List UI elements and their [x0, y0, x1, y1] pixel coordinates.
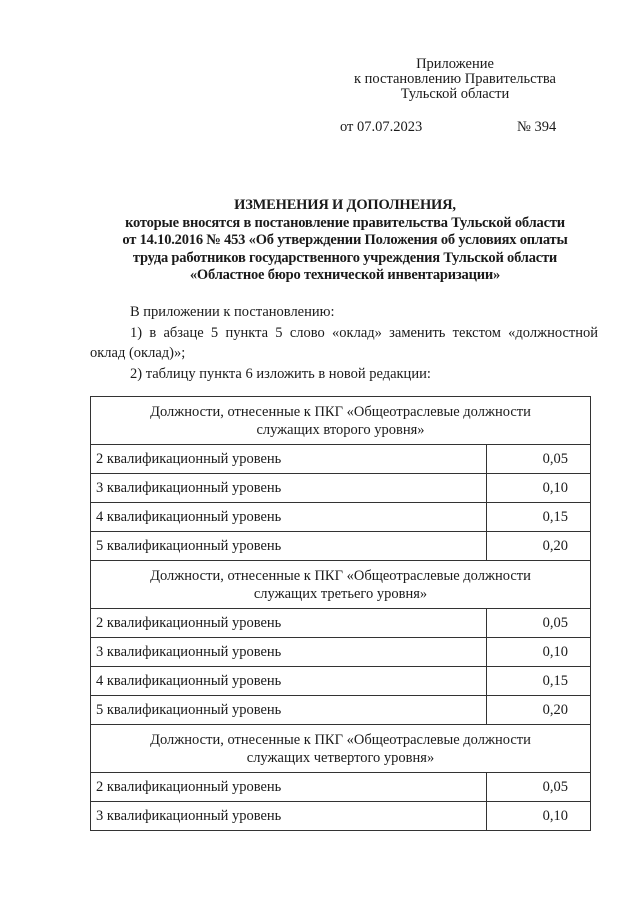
value-cell: 0,10 — [487, 474, 591, 503]
coefficient-table — [90, 396, 591, 831]
value-cell: 0,20 — [487, 532, 591, 561]
level-cell: 3 квалификационный уровень — [91, 638, 487, 667]
table-group-header — [91, 725, 591, 773]
value-cell: 0,10 — [487, 638, 591, 667]
value-cell: 0,05 — [487, 609, 591, 638]
table-row — [91, 802, 591, 831]
value-cell: 0,20 — [487, 696, 591, 725]
table-row — [91, 445, 591, 474]
annex-region: Тульской области — [400, 86, 510, 102]
annex-label: Приложение — [416, 56, 494, 72]
table-row — [91, 609, 591, 638]
table-row — [91, 503, 591, 532]
level-cell: 3 квалификационный уровень — [91, 802, 487, 831]
annex-to-resolution: к постановлению Правительства — [354, 71, 556, 87]
heading-line: «Областное бюро технической инвентаризации» — [189, 267, 501, 283]
paragraph: 1) в абзаце 5 пункта 5 слово «оклад» заменить текстом «должностной оклад (оклад)»; — [90, 324, 598, 361]
value-cell: 0,15 — [487, 667, 591, 696]
table-row — [91, 773, 591, 802]
table-group-header — [91, 397, 591, 445]
paragraph: В приложении к постановлению: — [130, 304, 335, 320]
heading-line: труда работников государственного учреждения Тульской области — [132, 249, 558, 266]
table-row — [91, 532, 591, 561]
value-cell: 0,05 — [487, 773, 591, 802]
body-text — [90, 302, 598, 384]
group-title: служащих четвертого уровня» — [246, 749, 435, 766]
annex-header — [330, 57, 580, 102]
value-cell: 0,10 — [487, 802, 591, 831]
level-cell: 2 квалификационный уровень — [91, 445, 487, 474]
level-cell: 2 квалификационный уровень — [91, 609, 487, 638]
paragraph: 2) таблицу пункта 6 изложить в новой редакции: — [130, 365, 431, 382]
level-cell: 3 квалификационный уровень — [91, 474, 487, 503]
resolution-date: от 07.07.2023 — [340, 119, 423, 135]
heading-line: которые вносятся в постановление правительства Тульской области — [125, 214, 565, 231]
document-heading — [60, 197, 630, 285]
table-row — [91, 696, 591, 725]
heading-title: ИЗМЕНЕНИЯ И ДОПОЛНЕНИЯ, — [234, 197, 456, 213]
level-cell: 4 квалификационный уровень — [91, 503, 487, 532]
level-cell: 4 квалификационный уровень — [91, 667, 487, 696]
table-row — [91, 667, 591, 696]
table-row — [91, 474, 591, 503]
group-title: служащих третьего уровня» — [253, 585, 428, 602]
level-cell: 5 квалификационный уровень — [91, 696, 487, 725]
level-cell: 2 квалификационный уровень — [91, 773, 487, 802]
value-cell: 0,15 — [487, 503, 591, 532]
value-cell: 0,05 — [487, 445, 591, 474]
group-title: Должности, отнесенные к ПКГ «Общеотраслевые должности — [150, 731, 531, 748]
heading-line: от 14.10.2016 № 453 «Об утверждении Положения об условиях оплаты — [122, 232, 568, 248]
group-title: Должности, отнесенные к ПКГ «Общеотраслевые должности — [150, 567, 531, 584]
table-row — [91, 638, 591, 667]
resolution-number: № 394 — [517, 119, 557, 135]
group-title: служащих второго уровня» — [256, 421, 425, 438]
table-group-header — [91, 561, 591, 609]
level-cell: 5 квалификационный уровень — [91, 532, 487, 561]
group-title: Должности, отнесенные к ПКГ «Общеотраслевые должности — [150, 403, 531, 420]
